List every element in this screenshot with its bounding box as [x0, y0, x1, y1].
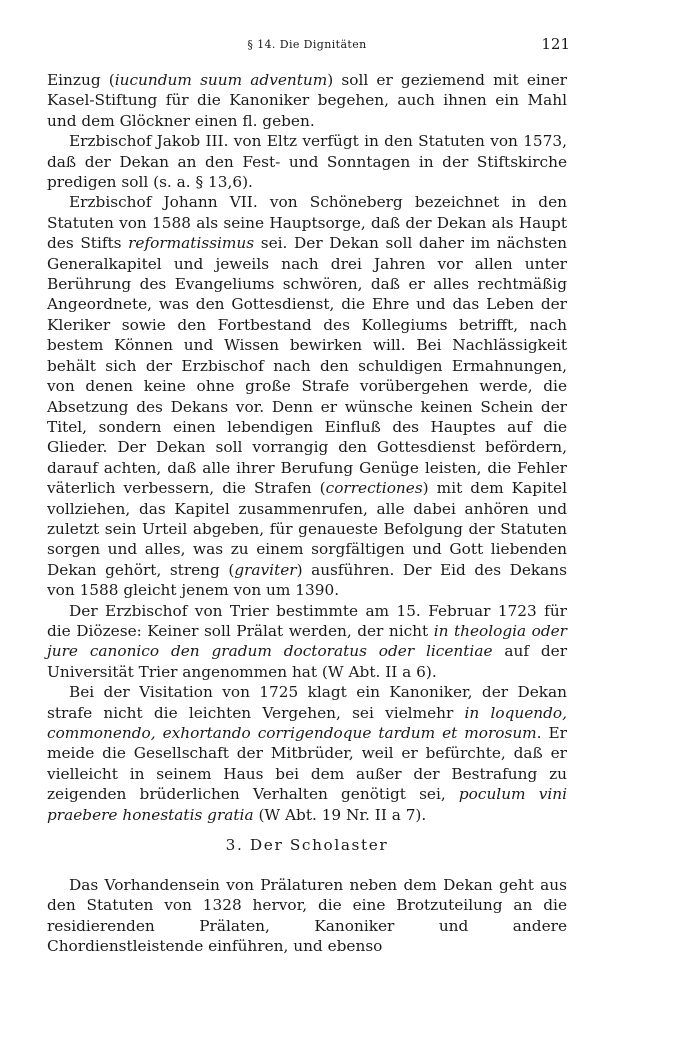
- paragraph-4: Der Erzbischof von Trier bestimmte am 15. Februar 1723 für die Diözese: Keiner soll Prälat werden, der nicht in theologia oder jure canonico den gradum doctoratus oder licentiae auf der Universität Trier angenommen hat (W Abt. II a 6).: [47, 601, 568, 681]
- page-number: 121: [541, 35, 570, 53]
- running-head: § 14. Die Dignitäten: [247, 38, 367, 51]
- paragraph-2: Erzbischof Jakob III. von Eltz verfügt in den Statuten von 1573, daß der Dekan an den Fest- und Sonntagen in der Stiftskirche predigen soll (s. a. § 13,6).: [47, 132, 567, 192]
- section-paragraph: Das Vorhandensein von Prälaturen neben dem Dekan geht aus den Statuten von 1328 hervor, die eine Brotzuteilung an die residierenden Prälaten, Kanoniker und andere Chordienstleistende einführen, und ebenso: [47, 876, 567, 956]
- paragraph-3: Erzbischof Johann VII. von Schöneberg bezeichnet in den Statuten von 1588 als seine Hauptsorge, daß der Dekan als Haupt des Stifts reformatissimus sei. Der Dekan soll daher im nächsten Generalkapitel und jeweils nach drei Jahren vor allen unter Berührung des Evangeliums schwören, daß er alles rechtmäßig Angeordnete, was den Gottesdienst, die Ehre und das Leben der Kleriker sowie den Fortbestand des Kollegiums betrifft, nach bestem Können und Wissen bewirken will. Bei Nachlässigkeit behält sich der Erzbischof nach den schuldigen Ermahnungen, von denen keine ohne große Strafe vorübergehen werde, die Absetzung des Dekans vor. Denn er wünsche keinen Schein der Titel, sondern einen lebendigen Einfluß des Hauptes auf die Glieder. Der Dekan soll vorrangig den Gottesdienst befördern, darauf achten, daß alle ihrer Berufung Genüge leisten, die Fehler väterlich verbessern, die Strafen (correctiones) mit dem Kapitel vollziehen, das Kapitel zusammenrufen, alle dabei anhören und zuletzt sein Urteil abgeben, für genaueste Befolgung der Statuten sorgen und alles, was zu einem sorgfältigen und Gott liebenden Dekan gehört, streng (graviter) ausführen. Der Eid des Dekans von 1588 gleicht jenem von um 1390.: [47, 193, 568, 600]
- body-text: [47, 70, 567, 825]
- paragraph-1: Einzug (iucundum suum adventum) soll er geziemend mit einer Kasel-Stiftung für die Kanoniker begehen, auch ihnen ein Mahl und dem Glöckner einen fl. geben.: [47, 71, 567, 130]
- section-heading: 3. Der Scholaster: [225, 836, 389, 854]
- paragraph-5: Bei der Visitation von 1725 klagt ein Kanoniker, der Dekan strafe nicht die leichten Vergehen, sei vielmehr in loquendo, commonendo, exhortando corrigendoque tardum et morosum. Er meide die Gesellschaft der Mitbrüder, weil er befürchte, daß er vielleicht in seinem Haus bei dem außer der Bestrafung zu zeigenden brüderlichen Verhalten genötigt sei, poculum vini praebere honestatis gratia (W Abt. 19 Nr. II a 7).: [47, 683, 567, 824]
- section-body: [47, 875, 567, 957]
